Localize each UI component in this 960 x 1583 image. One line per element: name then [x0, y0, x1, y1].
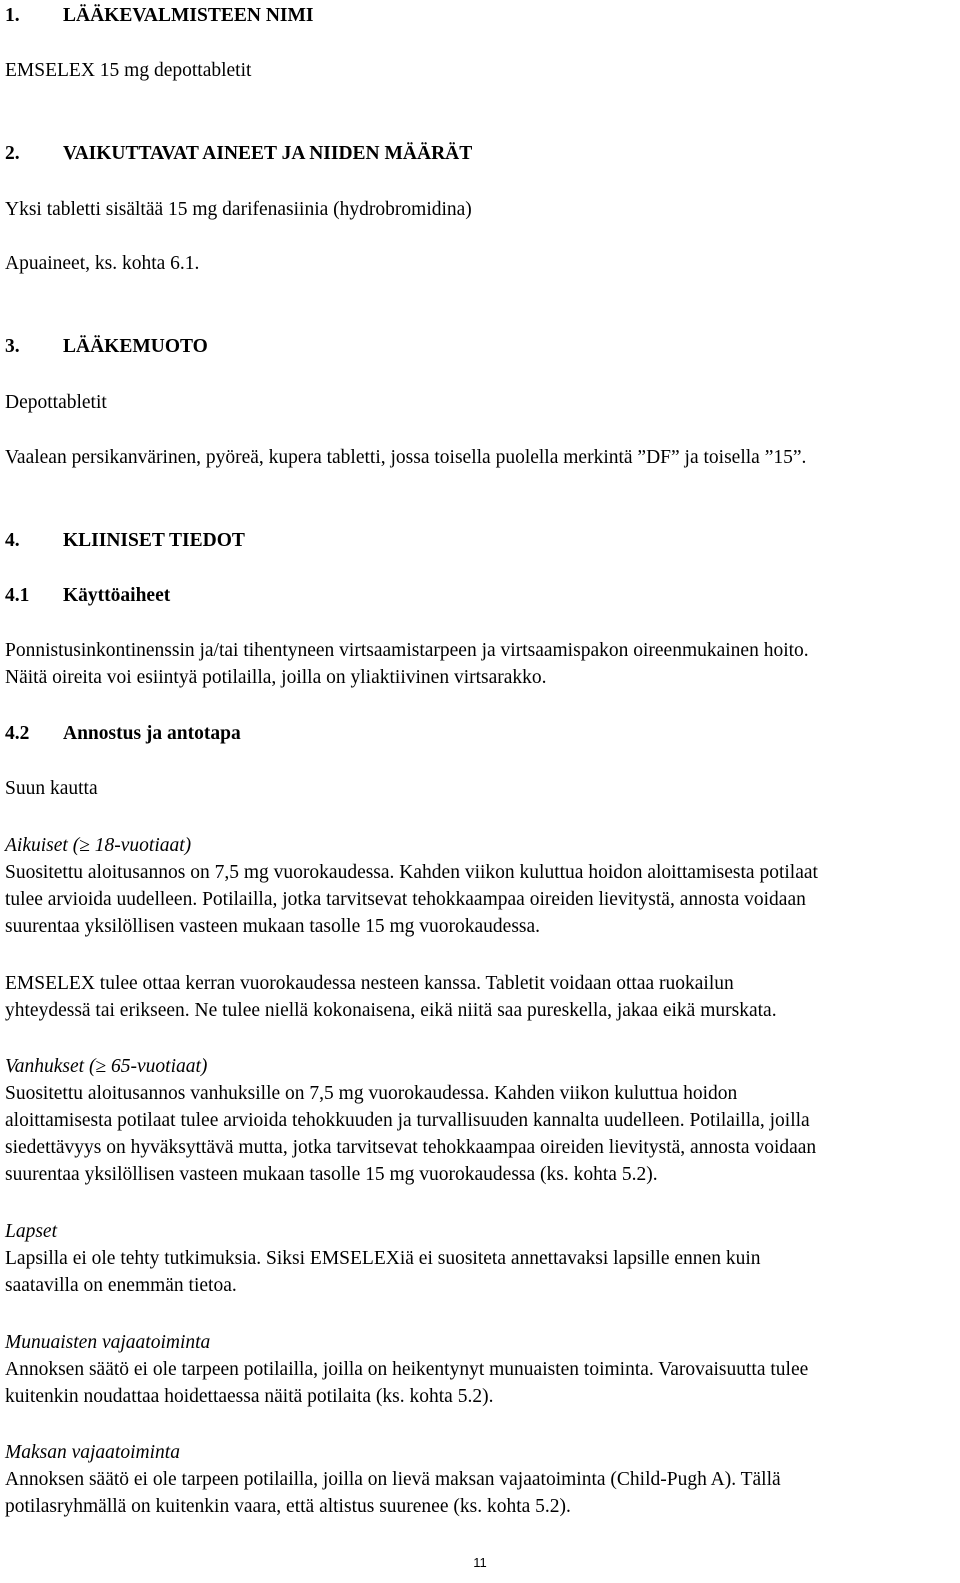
adults-section — [5, 832, 955, 940]
section-title: LÄÄKEVALMISTEEN NIMI — [63, 5, 314, 26]
text-line: aloittamisesta potilaat tulee arvioida tehokkuuden ja turvallisuuden kannalta uudelleen. Potilailla, joilla — [5, 1110, 810, 1131]
section-number: 3. — [5, 336, 20, 357]
section-title: VAIKUTTAVAT AINEET JA NIIDEN MÄÄRÄT — [63, 143, 473, 164]
section-title: KLIINISET TIEDOT — [63, 530, 245, 551]
text-line: kuitenkin noudattaa hoidettaessa näitä potilaita (ks. kohta 5.2). — [5, 1386, 494, 1407]
text-line: Annoksen säätö ei ole tarpeen potilailla, joilla on heikentynyt munuaisten toiminta. Varovaisuutta tulee — [5, 1359, 809, 1380]
section-2-heading — [5, 140, 472, 167]
text-line: saatavilla on enemmän tietoa. — [5, 1275, 237, 1296]
text-line: potilasryhmällä on kuitenkin vaara, että altistus suurenee (ks. kohta 5.2). — [5, 1496, 571, 1517]
section-number: 4.1 — [5, 585, 30, 606]
subheading-hepatic: Maksan vajaatoiminta — [5, 1442, 180, 1463]
hepatic-section — [5, 1439, 955, 1520]
children-section — [5, 1218, 955, 1299]
section-number: 1. — [5, 5, 20, 26]
text-line: Suositettu aloitusannos on 7,5 mg vuorokaudessa. Kahden viikon kuluttua hoidon aloittamisesta potilaat — [5, 862, 818, 883]
composition-text: Yksi tabletti sisältää 15 mg darifenasiinia (hydrobromidina) — [5, 199, 472, 220]
section-4-2-heading — [5, 720, 241, 747]
text-line: Annoksen säätö ei ole tarpeen potilailla, joilla on lievä maksan vajaatoiminta (Child-Pugh A). Tällä — [5, 1469, 781, 1490]
administration-paragraph — [5, 970, 955, 1024]
subheading-children: Lapset — [5, 1221, 58, 1242]
subheading-renal: Munuaisten vajaatoiminta — [5, 1332, 211, 1353]
text-line: tulee arvioida uudelleen. Potilailla, jotka tarvitsevat tehokkaampaa oireiden lievitystä, annosta voidaan — [5, 889, 806, 910]
section-number: 4.2 — [5, 723, 30, 744]
text-line: Näitä oireita voi esiintyä potilailla, joilla on yliaktiivinen virtsarakko. — [5, 667, 547, 688]
section-number: 4. — [5, 530, 20, 551]
route-text: Suun kautta — [5, 778, 98, 799]
section-1-heading — [5, 2, 313, 29]
section-number: 2. — [5, 143, 20, 164]
section-title: Käyttöaiheet — [63, 585, 171, 606]
indications-paragraph — [5, 637, 955, 691]
text-line: suurentaa yksilöllisen vasteen mukaan tasolle 15 mg vuorokaudessa. — [5, 916, 541, 937]
text-line: Ponnistusinkontinenssin ja/tai tihentyneen virtsaamistarpeen ja virtsaamispakon oireenmukainen hoito. — [5, 640, 809, 661]
section-title: Annostus ja antotapa — [63, 723, 241, 744]
text-line: Suositettu aloitusannos vanhuksille on 7,5 mg vuorokaudessa. Kahden viikon kuluttua hoidon — [5, 1083, 738, 1104]
text-line: Lapsilla ei ole tehty tutkimuksia. Siksi EMSELEXiä ei suositeta annettavaksi lapsille ennen kuin — [5, 1248, 761, 1269]
renal-section — [5, 1329, 955, 1410]
subheading-adults: Aikuiset (≥ 18-vuotiaat) — [5, 835, 192, 856]
section-title: LÄÄKEMUOTO — [63, 336, 208, 357]
text-line: siedettävyys on hyväksyttävä mutta, jotka tarvitsevat tehokkaampaa oireiden lievitystä, annosta voidaan — [5, 1137, 817, 1158]
form-text: Depottabletit — [5, 392, 107, 413]
page-number: 11 — [473, 1555, 487, 1570]
excipients-text: Apuaineet, ks. kohta 6.1. — [5, 253, 200, 274]
text-line: yhteydessä tai erikseen. Ne tulee niellä kokonaisena, eikä niitä saa pureskella, jakaa eikä murskata. — [5, 1000, 777, 1021]
text-line: EMSELEX tulee ottaa kerran vuorokaudessa nesteen kanssa. Tabletit voidaan ottaa ruokailun — [5, 973, 734, 994]
section-3-heading — [5, 333, 208, 360]
elderly-section — [5, 1053, 955, 1188]
subheading-elderly: Vanhukset (≥ 65-vuotiaat) — [5, 1056, 208, 1077]
product-name: EMSELEX 15 mg depottabletit — [5, 60, 252, 81]
description-text: Vaalean persikanvärinen, pyöreä, kupera tabletti, jossa toisella puolella merkintä ”DF” ja toisella ”15”. — [5, 447, 807, 468]
text-line: suurentaa yksilöllisen vasteen mukaan tasolle 15 mg vuorokaudessa (ks. kohta 5.2). — [5, 1164, 658, 1185]
section-4-heading — [5, 527, 245, 554]
section-4-1-heading — [5, 582, 170, 609]
